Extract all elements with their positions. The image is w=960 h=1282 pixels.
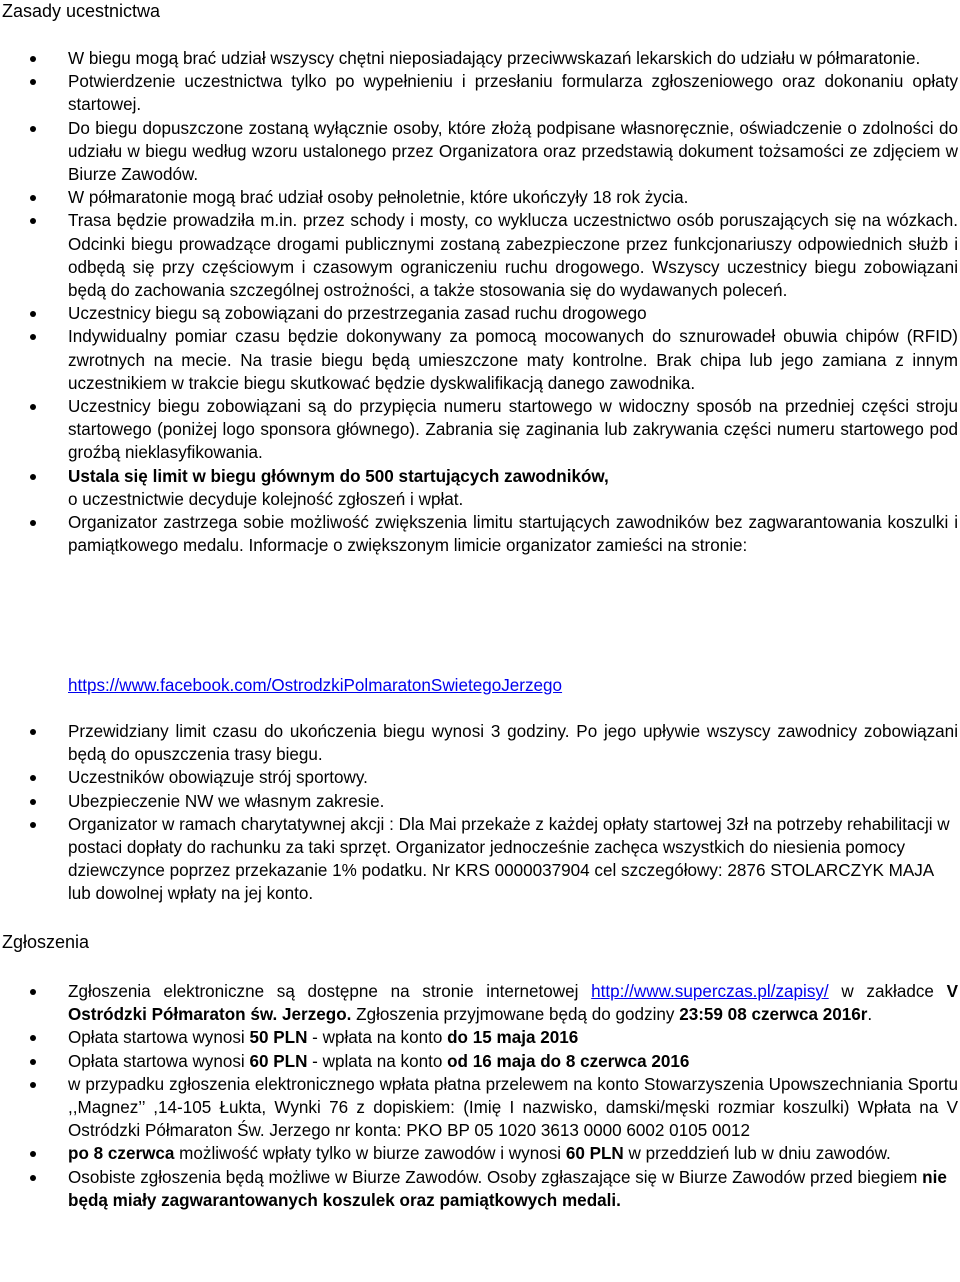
list-item — [0, 766, 958, 789]
notice-bold: nie będą miały zagwarantowanych koszulek oraz pamiątkowych medali. — [68, 1167, 947, 1210]
list-item — [0, 1166, 958, 1212]
reg-text: Osobiste zgłoszenia będą możliwe w Biurze Zawodów. Osoby zgłaszające się w Biurze Zawodów przed biegiem — [68, 1167, 923, 1187]
limit-bold-text: Ustala się limit w biegu głównym do 500 startujących zawodników, — [68, 466, 609, 486]
list-item-limit — [0, 465, 958, 511]
list-item-text: Organizator w ramach charytatywnej akcji : Dla Mai przekaże z każdej opłaty startowej 3zł na potrzeby rehabilitacji w postaci dopłaty do rachunku za taki sprzęt. Organizator jednocześnie zachęca wszystkich do niesienia pomocy dziewczynce poprzez przekazanie 1% podatku. Nr KRS 0000037904 cel szczegółowy: 2876 STOLARCZYK MAJA lub dowolnej wpłaty na jej konto. — [68, 814, 950, 904]
reg-text: - wplata na konto — [307, 1051, 448, 1071]
reg-text: Opłata startowa wynosi — [68, 1051, 250, 1071]
facebook-link[interactable]: https://www.facebook.com/OstrodzkiPolmaratonSwietegoJerzego — [68, 676, 563, 695]
reg-text: - wpłata na konto — [307, 1028, 448, 1048]
list-item — [0, 70, 958, 116]
list-item — [0, 325, 958, 395]
deadline-bold: 23:59 08 czerwca 2016r — [679, 1005, 868, 1025]
list-item — [0, 511, 958, 557]
list-item-text: Trasa będzie prowadziła m.in. przez schody i mosty, co wyklucza uczestnictwo osób poruszających się na wózkach. Odcinki biegu prowadzące drogami publicznymi zostaną zabezpieczone przez funkcjonariuszy odpowiednich służb i odbędą się przy częściowym i czasowym ograniczeniu ruchu drogowego. Wszyscy uczestnicy biegu zobowiązani będą do zachowania szczególnej ostrożności, a także stosowania się do wydawanych poleceń. — [68, 211, 958, 301]
list-item — [0, 209, 958, 302]
fee-bold: 60 PLN — [565, 1144, 624, 1164]
reg-text: . — [867, 1005, 873, 1025]
list-item — [0, 1142, 958, 1165]
registration-list — [0, 980, 958, 1212]
list-item — [0, 117, 958, 187]
reg-text: w zakładce — [828, 982, 947, 1001]
list-item-text: W półmaratonie mogą brać udział osoby pełnoletnie, które ukończyły 18 rok życia. — [68, 188, 689, 208]
list-item — [0, 395, 958, 465]
list-item — [0, 186, 958, 209]
list-item-text: Potwierdzenie uczestnictwa tylko po wypełnieniu i przesłaniu formularza zgłoszeniowego oraz dokonaniu opłaty startowej. — [68, 72, 958, 115]
reg-text: możliwość wpłaty tylko w biurze zawodów i wynosi — [174, 1144, 566, 1164]
list-item — [0, 980, 958, 1026]
fee-bold: 50 PLN — [249, 1028, 308, 1048]
list-item-text: Ubezpieczenie NW we własnym zakresie. — [68, 791, 385, 811]
list-item-text: Uczestnicy biegu są zobowiązani do przestrzegania zasad ruchu drogowego — [68, 304, 647, 324]
reg-text: w przypadku zgłoszenia elektronicznego wpłata płatna przelewem na konto Stowarzyszenia Upowszechniania Sportu ,,Magnez’’ ,14-105 Łukta, Wynki 76 z dopiskiem: (Imię I nazwisko, damski/męski rozmiar koszulki) Wpłata na V Ostródzki Półmaraton Św. Jerzego nr konta: PKO BP 05 1020 3613 0000 6002 0105 0012 — [68, 1074, 958, 1141]
rules-list-continued — [0, 720, 958, 906]
list-item — [0, 47, 958, 70]
list-item — [0, 720, 958, 766]
section-title-registration: Zgłoszenia — [2, 932, 90, 952]
reg-text: Opłata startowa wynosi — [68, 1028, 250, 1048]
list-item — [0, 1050, 958, 1073]
list-item-text: Uczestnicy biegu zobowiązani są do przypięcia numeru startowego w widoczny sposób na przedniej części stroju startowego (poniżej logo sponsora głównego). Zabrania się zaginania lub zakrywania części numeru startowego pod groźbą nieklasyfikowania. — [68, 397, 958, 463]
section-title-rules: Zasady ucestnictwa — [2, 1, 161, 21]
reg-text: Zgłoszenia elektroniczne są dostępne na stronie internetowej — [68, 982, 592, 1001]
date-bold: po 8 czerwca — [68, 1144, 175, 1164]
event-name-bold: V Ostródzki Półmaraton św. Jerzego. — [68, 982, 959, 1025]
list-item-text: Do biegu dopuszczone zostaną wyłącznie osoby, które złożą podpisane własnoręcznie, oświadczenie o zdolności do udziału w biegu według wzoru ustalonego przez Organizatora oraz przedstawią dokument tożsamości ze zdjęciem w Biurze Zawodów. — [68, 118, 958, 185]
list-item-text: Przewidziany limit czasu do ukończenia biegu wynosi 3 godziny. Po jego upływie wszyscy zawodnicy zobowiązani będą do opuszczenia trasy biegu. — [68, 722, 958, 765]
list-item — [0, 790, 958, 813]
list-item-text: Indywidualny pomiar czasu będzie dokonywany za pomocą mocowanych do sznurowadeł obuwia chipów (RFID) zwrotnych na mecie. Na trasie biegu będą umieszczone maty kontrolne. Brak chipa lub jego zamiana z innym uczestnikiem w trakcie biegu skutkować będzie dyskwalifikacją danego zawodnika. — [68, 327, 958, 393]
list-item-text: Uczestników obowiązuje strój sportowy. — [68, 768, 368, 788]
list-item-text: Organizator zastrzega sobie możliwość zwiększenia limitu startujących zawodników bez zagwarantowania koszulki i pamiątkowego medalu. Informacje o zwiększonym limicie organizator zamieści na stronie: — [68, 513, 958, 556]
list-item — [0, 813, 958, 906]
list-item — [0, 1026, 958, 1049]
date-bold: do 15 maja 2016 — [447, 1028, 579, 1048]
date-bold: od 16 maja do 8 czerwca 2016 — [447, 1051, 690, 1071]
fee-bold: 60 PLN — [249, 1051, 308, 1071]
list-item-text: o uczestnictwie decyduje kolejność zgłoszeń i wpłat. — [68, 489, 464, 509]
reg-text: Zgłoszenia przyjmowane będą do godziny — [351, 1005, 680, 1025]
list-item — [0, 302, 958, 325]
superczas-link[interactable]: http://www.superczas.pl/zapisy/ — [591, 982, 829, 1001]
facebook-link-item — [0, 674, 958, 697]
list-item-text: W biegu mogą brać udział wszyscy chętni nieposiadający przeciwwskazań lekarskich do udziału w półmaratonie. — [68, 49, 921, 68]
facebook-link-list — [0, 674, 958, 697]
rules-list — [0, 47, 958, 557]
list-item — [0, 1073, 958, 1143]
reg-text: w przeddzień lub w dniu zawodów. — [623, 1144, 891, 1164]
